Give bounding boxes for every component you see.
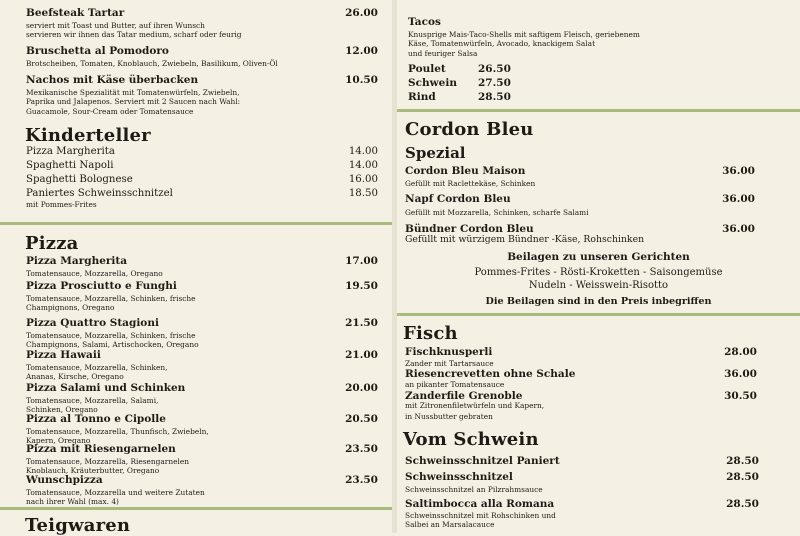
desc-line: Zander mit Tartarsauce — [405, 359, 494, 368]
section-title-teigwaren: Teigwaren — [25, 515, 131, 536]
desc-line: in Nussbutter gebraten — [405, 411, 493, 421]
section-divider — [0, 222, 392, 225]
item-name: Nachos mit Käse überbacken — [26, 74, 199, 86]
item-name: Beefsteak Tartar — [26, 7, 125, 19]
item-name: Pizza Hawaii — [26, 349, 101, 361]
desc-line: nach ihrer Wahl (max. 4) — [26, 497, 119, 507]
item-name: Spaghetti Napoli — [26, 160, 114, 171]
sides-note: Die Beilagen sind in den Preis inbegriffen — [485, 296, 712, 307]
item-price: 16.00 — [348, 174, 378, 185]
desc-line: Käse, Tomatenwürfeln, Avocado, knackigem Salat — [408, 39, 596, 49]
item-name: Wunschpizza — [26, 474, 103, 486]
desc-line: Knusprige Mais-Taco-Shells mit saftigem Fleisch, geriebenem — [408, 30, 640, 39]
desc-line: Knoblauch, Kräuterbutter, Oregano — [26, 466, 160, 476]
item-desc: Gefüllt mit würzigem Bündner -Käse, Rohschinken — [405, 234, 645, 245]
section-title-vom-schwein: Vom Schwein — [403, 429, 539, 450]
item-name: Bruschetta al Pomodoro — [26, 45, 169, 57]
item-desc — [408, 30, 640, 58]
section-divider — [0, 507, 392, 510]
item-name: Pizza Margherita — [26, 255, 128, 267]
item-price: 20.00 — [345, 382, 378, 394]
item-price: 10.50 — [345, 74, 378, 86]
desc-line: Brotscheiben, Tomaten, Knoblauch, Zwiebeln, Basilikum, Oliven-Öl — [26, 59, 278, 68]
item-price: 36.00 — [724, 368, 757, 380]
item-price: 21.50 — [345, 317, 378, 329]
item-name: Zanderfile Grenoble — [405, 390, 523, 402]
section-title-pizza: Pizza — [25, 233, 79, 254]
sides-line: Nudeln - Weisswein-Risotto — [528, 280, 669, 291]
item-name: Bündner Cordon Bleu — [405, 223, 534, 235]
item-desc — [26, 21, 241, 40]
item-desc — [26, 363, 168, 382]
item-desc — [405, 401, 544, 422]
item-price: 28.50 — [726, 471, 759, 483]
item-desc — [26, 294, 196, 313]
item-name: Saltimbocca alla Romana — [405, 498, 555, 510]
desc-line: Tomatensauce, Mozzarella, Schinken, — [26, 363, 168, 372]
item-price: 14.00 — [348, 160, 378, 171]
desc-line: Guacamole, Sour-Cream oder Tomatensauce — [26, 106, 194, 116]
item-price: 28.00 — [724, 346, 757, 358]
item-price: 36.00 — [722, 223, 755, 235]
desc-line: Tomatensauce, Mozzarella, Schinken, frische — [26, 294, 196, 303]
item-price: 28.50 — [726, 498, 759, 510]
sides-line: Pommes-Frites - Rösti-Kroketten - Saisongemüse — [474, 267, 723, 278]
option-price: 28.50 — [478, 91, 511, 103]
section-title-kinderteller: Kinderteller — [25, 125, 151, 146]
item-price: 19.50 — [345, 280, 378, 292]
item-price: 20.50 — [345, 413, 378, 425]
sides-title: Beilagen zu unseren Gerichten — [507, 251, 690, 263]
item-desc: mit Pommes-Frites — [26, 200, 97, 209]
desc-line: Ananas, Kirsche, Oregano — [26, 372, 124, 382]
desc-line: Schweinsschnitzel an Pilzrahmsauce — [405, 485, 543, 494]
desc-line: servieren wir ihnen das Tatar medium, scharf oder feurig — [26, 30, 242, 40]
item-price: 23.50 — [345, 443, 378, 455]
desc-line: an pikanter Tomatensauce — [405, 380, 505, 389]
item-desc — [405, 511, 556, 530]
item-price: 36.00 — [722, 193, 755, 205]
item-desc — [26, 396, 158, 415]
item-desc — [26, 457, 189, 476]
item-name: Pizza Quattro Stagioni — [26, 317, 159, 329]
item-price: 21.00 — [345, 349, 378, 361]
desc-line: Kapern, Oregano — [26, 436, 91, 446]
item-price: 17.00 — [345, 255, 378, 267]
desc-line: Tomatensauce, Mozzarella, Riesengarnelen — [26, 457, 189, 466]
item-price: 36.00 — [722, 165, 755, 177]
item-name: Schweinsschnitzel Paniert — [405, 455, 560, 467]
section-title-fisch: Fisch — [403, 323, 458, 344]
desc-line: Tomatensauce, Mozzarella, Salami, — [26, 396, 159, 405]
item-name: Riesencrevetten ohne Schale — [405, 368, 576, 380]
item-name: Paniertes Schweinsschnitzel — [26, 188, 173, 199]
desc-line: Tomatensauce, Mozzarella, Thunfisch, Zwiebeln, — [26, 427, 209, 436]
item-price: 30.50 — [724, 390, 757, 402]
item-name: Fischknusperli — [405, 346, 493, 358]
item-desc — [26, 331, 199, 350]
desc-line: und feuriger Salsa — [408, 48, 478, 58]
desc-line: Schweinsschnitzel mit Rohschinken und — [405, 511, 556, 520]
section-subtitle: Spezial — [405, 144, 466, 162]
desc-line: Champignons, Salami, Artischocken, Oregano — [26, 340, 199, 350]
item-desc — [26, 59, 278, 68]
desc-line: Tomatensauce, Mozzarella und weitere Zutaten — [26, 488, 205, 497]
item-desc — [26, 88, 240, 116]
desc-line: Paprika und Jalapenos. Serviert mit 2 Saucen nach Wahl: — [26, 97, 241, 107]
item-desc — [405, 380, 504, 389]
desc-line: Champignons, Oregano — [26, 303, 115, 313]
desc-line: Salbei an Marsalacauce — [405, 520, 495, 530]
item-name: Cordon Bleu Maison — [405, 165, 526, 177]
item-price: 26.00 — [345, 7, 378, 19]
item-name: Pizza Prosciutto e Funghi — [26, 280, 177, 292]
section-divider — [397, 109, 800, 112]
desc-line: Schinken, Oregano — [26, 405, 98, 415]
desc-line: Tomatensauce, Mozzarella, Schinken, frische — [26, 331, 196, 340]
option-price: 27.50 — [478, 77, 511, 89]
item-name: Pizza Margherita — [26, 146, 115, 157]
item-desc: Gefüllt mit Mozzarella, Schinken, scharfe Salami — [405, 208, 589, 217]
desc-line: Mexikanische Spezialität mit Tomatenwürfeln, Zwiebeln, — [26, 88, 240, 97]
item-name: Pizza al Tonno e Cipolle — [26, 413, 166, 425]
item-name: Spaghetti Bolognese — [26, 174, 133, 185]
desc-line: mit Zitronenfiletwürfeln und Kapern, — [405, 401, 545, 410]
item-desc — [405, 485, 543, 494]
option-name: Poulet — [408, 63, 446, 75]
section-divider — [397, 313, 800, 316]
option-price: 26.50 — [478, 63, 511, 75]
item-name: Napf Cordon Bleu — [405, 193, 511, 205]
desc-line: serviert mit Toast und Butter, auf ihren Wunsch — [26, 21, 205, 30]
section-title-cordon-bleu: Cordon Bleu — [405, 119, 534, 140]
item-name: Tacos — [408, 16, 441, 28]
item-desc — [405, 359, 494, 368]
option-name: Schwein — [408, 77, 457, 89]
item-name: Pizza Salami und Schinken — [26, 382, 186, 394]
item-price: 18.50 — [348, 188, 378, 199]
item-price: 23.50 — [345, 474, 378, 486]
item-name: Pizza mit Riesengarnelen — [26, 443, 176, 455]
item-name: Schweinsschnitzel — [405, 471, 513, 483]
item-desc — [26, 488, 205, 507]
item-price: 28.50 — [726, 455, 759, 467]
desc-line: Tomatensauce, Mozzarella, Oregano — [26, 269, 163, 278]
option-name: Rind — [408, 91, 436, 103]
item-desc: Gefüllt mit Raclettekäse, Schinken — [405, 179, 536, 188]
item-desc — [26, 269, 163, 278]
item-price: 14.00 — [348, 146, 378, 157]
item-price: 12.00 — [345, 45, 378, 57]
